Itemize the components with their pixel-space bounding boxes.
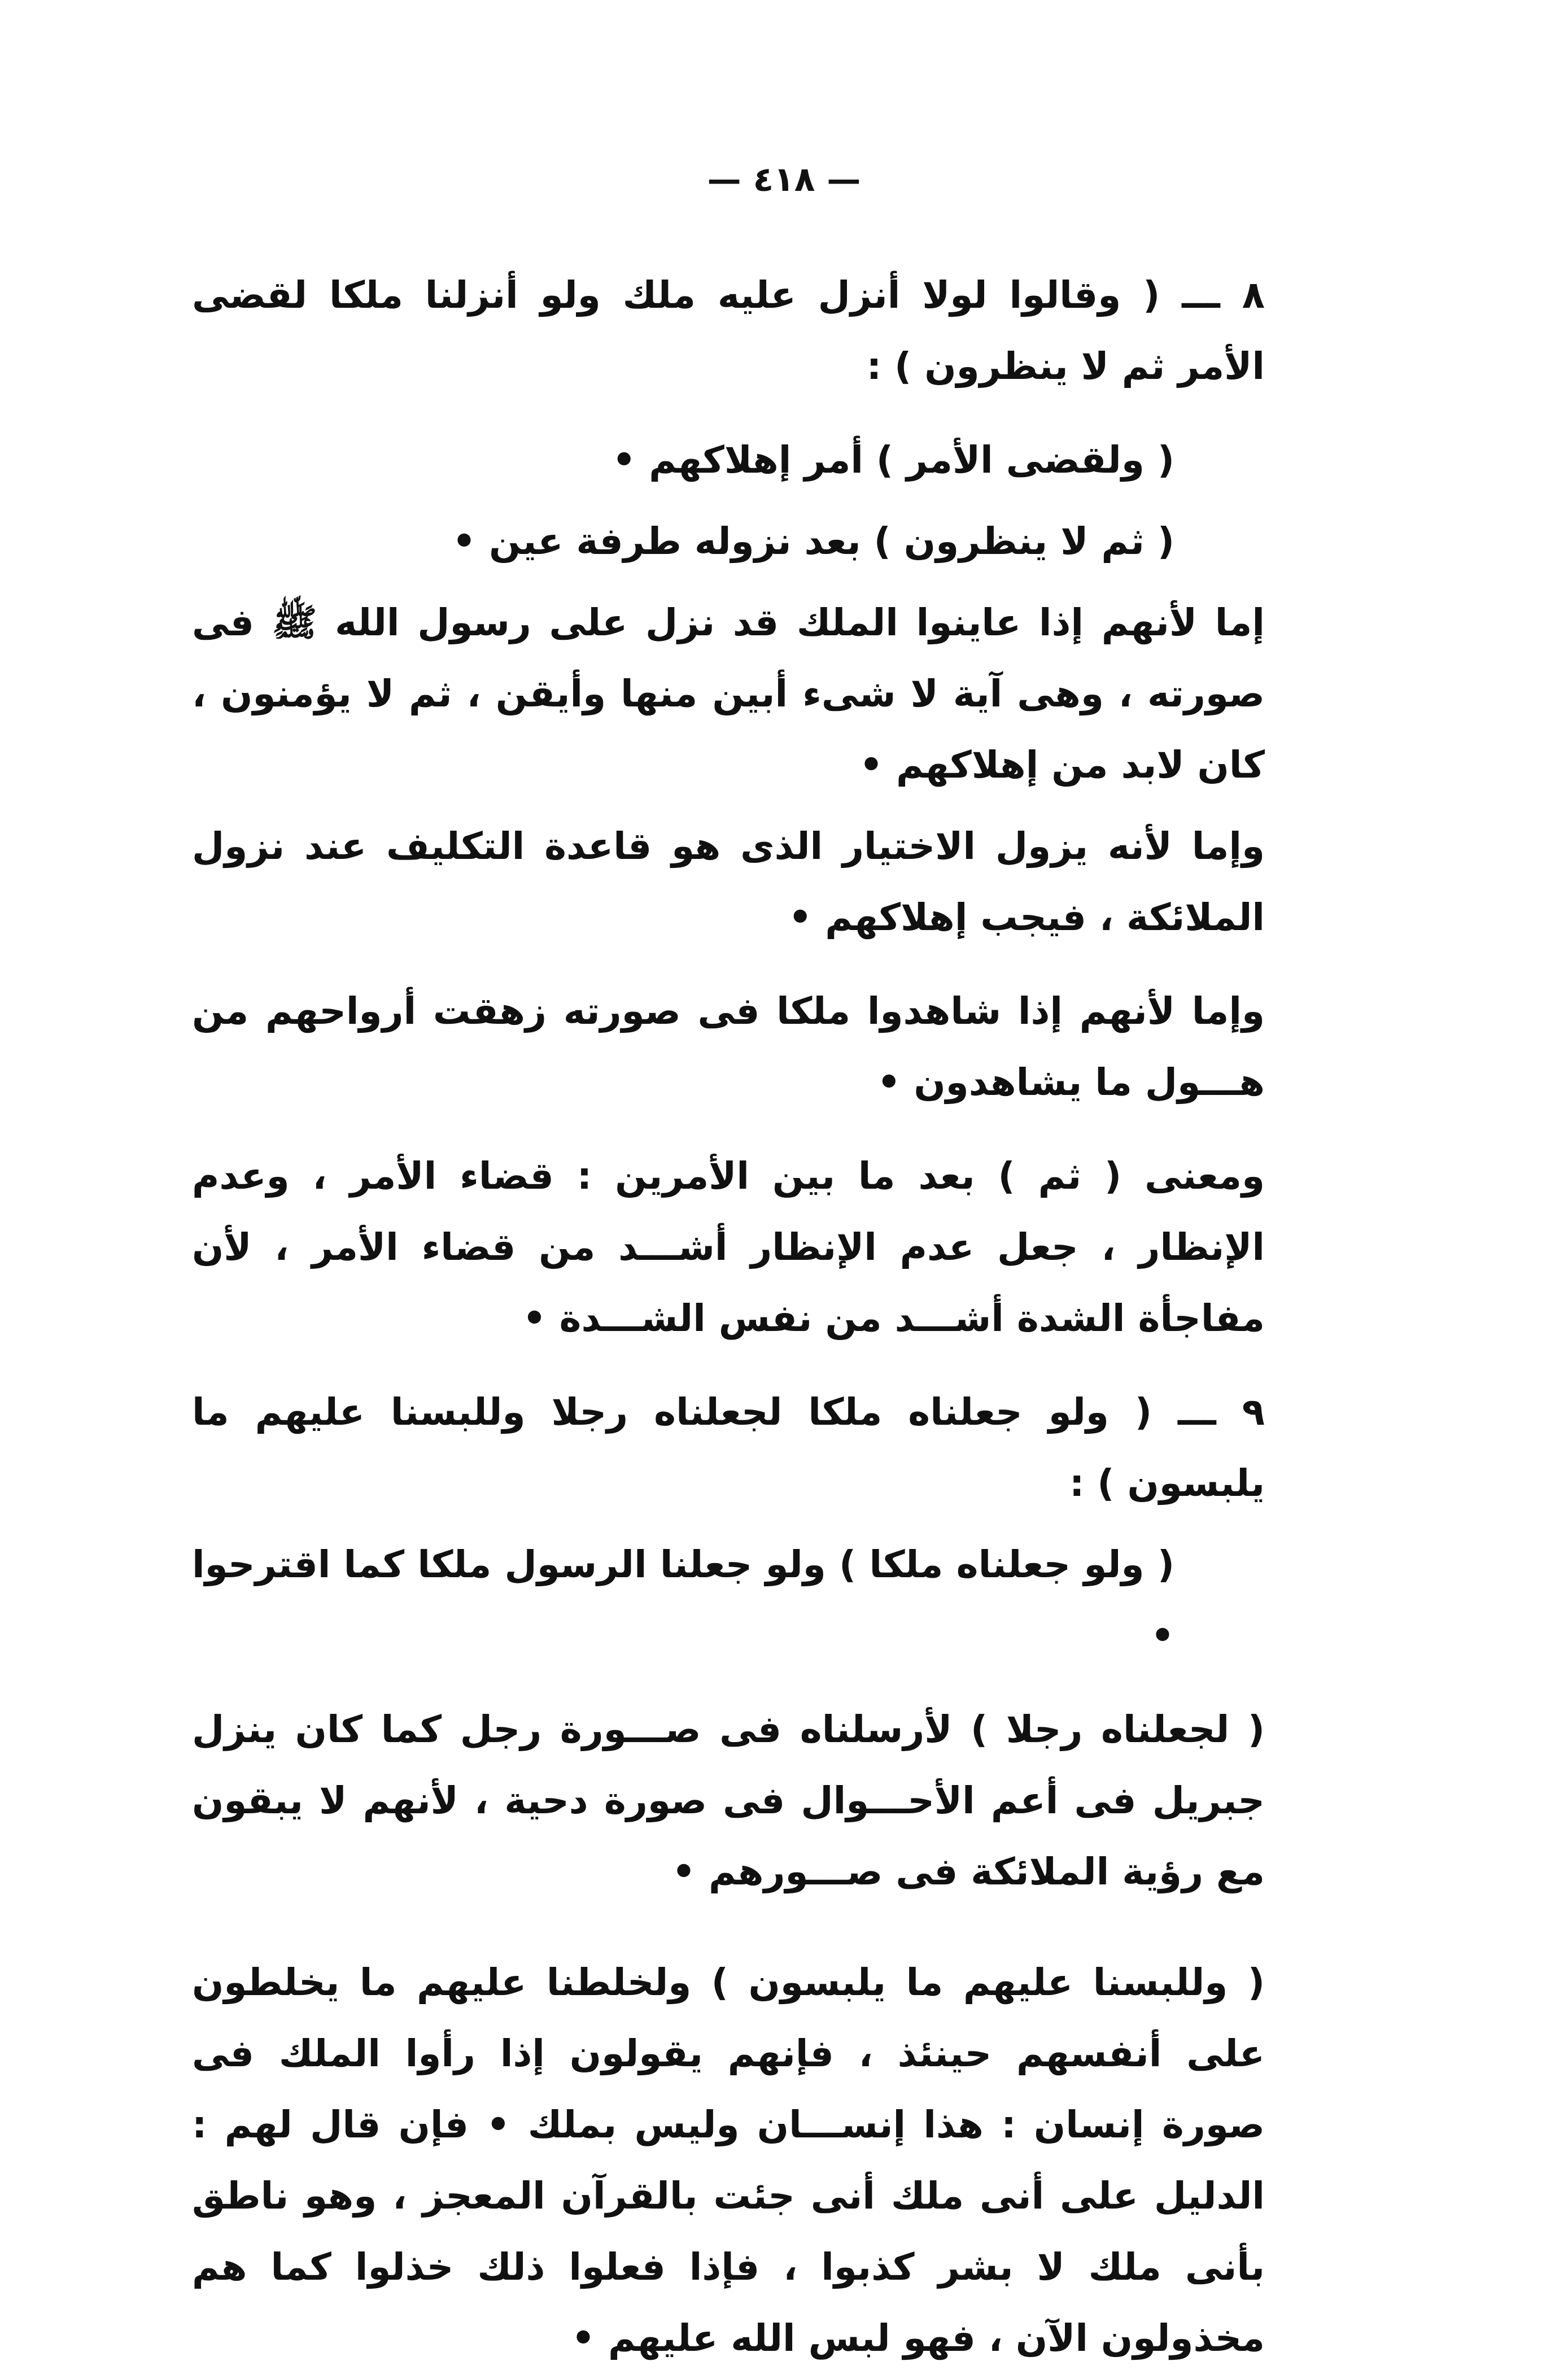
body-text [192, 260, 1265, 2374]
paragraph-explanation-6: ومعنى ( ثم ) بعد ما بين الأمرين : قضاء الأمر ، وعدم الإنظار ، جعل عدم الإنظار أشـــد من قضاء الأمر ، لأن مفاجأة الشدة أشـــد من نفس الشـــدة • [192, 1154, 1265, 1340]
paragraph-explanation-3: إما لأنهم إذا عاينوا الملك قد نزل على رسول الله ﷺ فى صورته ، وهى آية لا شىء أبين منها وأيقن ، ثم لا يؤمنون ، كان لابد من إهلاكهم • [192, 601, 1265, 787]
paragraph-verse-9: ٩ ـــ ( ولو جعلناه ملكا لجعلناه رجلا وللبسنا عليهم ما يلبسون ) : [192, 1390, 1265, 1505]
paragraph-explanation-2: ( ثم لا ينظرون ) بعد نزوله طرفة عين • [452, 520, 1174, 563]
paragraph-verse-8: ٨ ـــ ( وقالوا لولا أنزل عليه ملك ولو أنزلنا ملكا لقضى الأمر ثم لا ينظرون ) : [192, 273, 1265, 388]
paragraph-explanation-8: ( لجعلناه رجلا ) لأرسلناه فى صـــورة رجل كما كان ينزل جبريل فى أعم الأحـــوال فى صورة دحية ، لأنهم لا يبقون مع رؤية الملائكة فى صـــورهم • [192, 1708, 1265, 1893]
paragraph-explanation-1: ( ولقضى الأمر ) أمر إهلاكهم • [612, 438, 1174, 482]
paragraph-explanation-5: وإما لأنهم إذا شاهدوا ملكا فى صورته زهقت أرواحهم من هـــول ما يشاهدون • [192, 989, 1265, 1104]
paragraph-explanation-9: ( وللبسنا عليهم ما يلبسون ) ولخلطنا عليهم ما يخلطون على أنفسهم حينئذ ، فإنهم يقولون إذا رأوا الملك فى صورة إنسان : هذا إنســـان وليس بملك • فإن قال لهم : الدليل على أنى ملك أنى جئت بالقرآن المعجز ، وهو ناطق بأنى ملك لا بشر كذبوا ، فإذا فعلوا ذلك خذلوا كما هم مخذولون الآن ، فهو لبس الله عليهم • [192, 1961, 1265, 2360]
paragraph-explanation-7: ( ولو جعلناه ملكا ) ولو جعلنا الرسول ملكا كما اقترحوا • [192, 1543, 1174, 1657]
paragraph-explanation-4: وإما لأنه يزول الاختيار الذى هو قاعدة التكليف عند نزول الملائكة ، فيجب إهلاكهم • [192, 824, 1265, 939]
page-number: — ٤١٨ — [707, 160, 861, 199]
